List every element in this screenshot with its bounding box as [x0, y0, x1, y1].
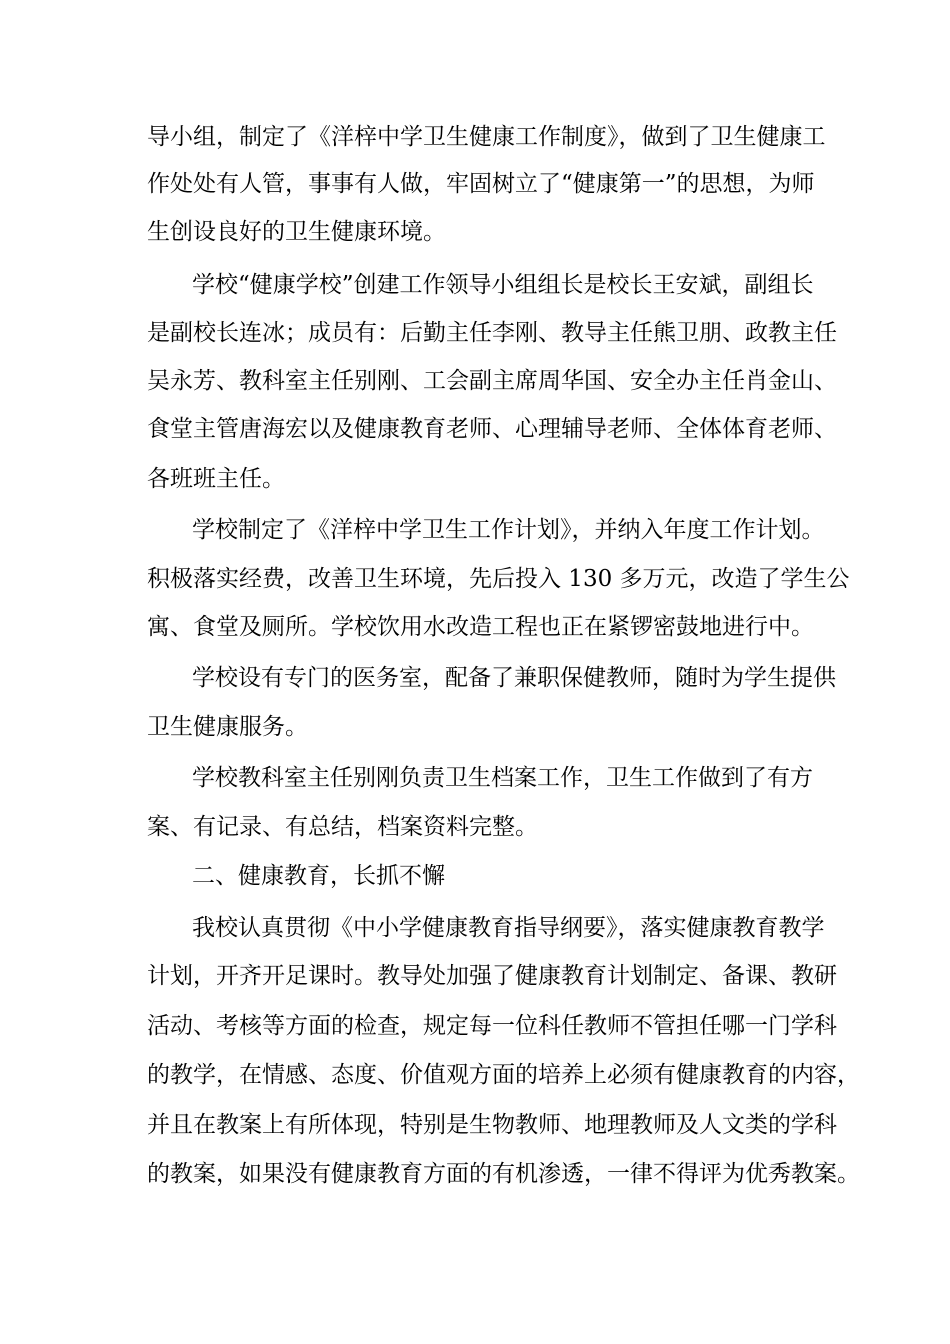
- paragraph-1-line-2: 作处处有人管，事事有人做，牢固树立了“健康第一”的思想，为师: [147, 171, 815, 197]
- paragraph-2-line-4: 食堂主管唐海宏以及健康教育老师、心理辅导老师、全体体育老师、: [147, 416, 837, 442]
- paragraph-6-line-4: 的教学，在情感、态度、价值观方面的培养上必须有健康教育的内容，: [147, 1062, 860, 1088]
- paragraph-3-line-2: 积极落实经费，改善卫生环境，先后投入 130 多万元，改造了学生公: [147, 566, 850, 592]
- paragraph-4-line-2: 卫生健康服务。: [147, 714, 308, 740]
- paragraph-5-line-1: 学校教科室主任别刚负责卫生档案工作，卫生工作做到了有方: [192, 765, 813, 791]
- paragraph-3-line-1: 学校制定了《洋梓中学卫生工作计划》，并纳入年度工作计划。: [192, 517, 825, 543]
- paragraph-2-line-3: 吴永芳、教科室主任别刚、工会副主席周华国、安全办主任肖金山、: [147, 368, 837, 394]
- paragraph-6-line-6: 的教案，如果没有健康教育方面的有机渗透，一律不得评为优秀教案。: [147, 1161, 860, 1187]
- paragraph-6-line-2: 计划，开齐开足课时。教导处加强了健康教育计划制定、备课、教研: [147, 963, 837, 989]
- paragraph-1-line-3: 生创设良好的卫生健康环境。: [147, 219, 446, 245]
- paragraph-2-line-5: 各班班主任。: [147, 466, 285, 492]
- paragraph-6-line-5: 并且在教案上有所体现，特别是生物教师、地理教师及人文类的学科: [147, 1112, 837, 1138]
- paragraph-4-line-1: 学校设有专门的医务室，配备了兼职保健教师，随时为学生提供: [192, 665, 836, 691]
- paragraph-2-line-1: 学校“健康学校”创建工作领导小组组长是校长王安斌，副组长: [192, 272, 814, 298]
- paragraph-2-line-2: 是副校长连冰；成员有：后勤主任李刚、教导主任熊卫朋、政教主任: [147, 320, 837, 346]
- paragraph-1-line-1: 导小组，制定了《洋梓中学卫生健康工作制度》，做到了卫生健康工: [147, 124, 826, 150]
- section-heading: 二、健康教育，长抓不懈: [192, 863, 445, 889]
- paragraph-6-line-1: 我校认真贯彻《中小学健康教育指导纲要》，落实健康教育教学: [192, 915, 825, 941]
- paragraph-6-line-3: 活动、考核等方面的检查，规定每一位科任教师不管担任哪一门学科: [147, 1013, 837, 1039]
- paragraph-5-line-2: 案、有记录、有总结，档案资料完整。: [147, 814, 538, 840]
- paragraph-3-line-3: 寓、食堂及厕所。学校饮用水改造工程也正在紧锣密鼓地进行中。: [147, 614, 814, 640]
